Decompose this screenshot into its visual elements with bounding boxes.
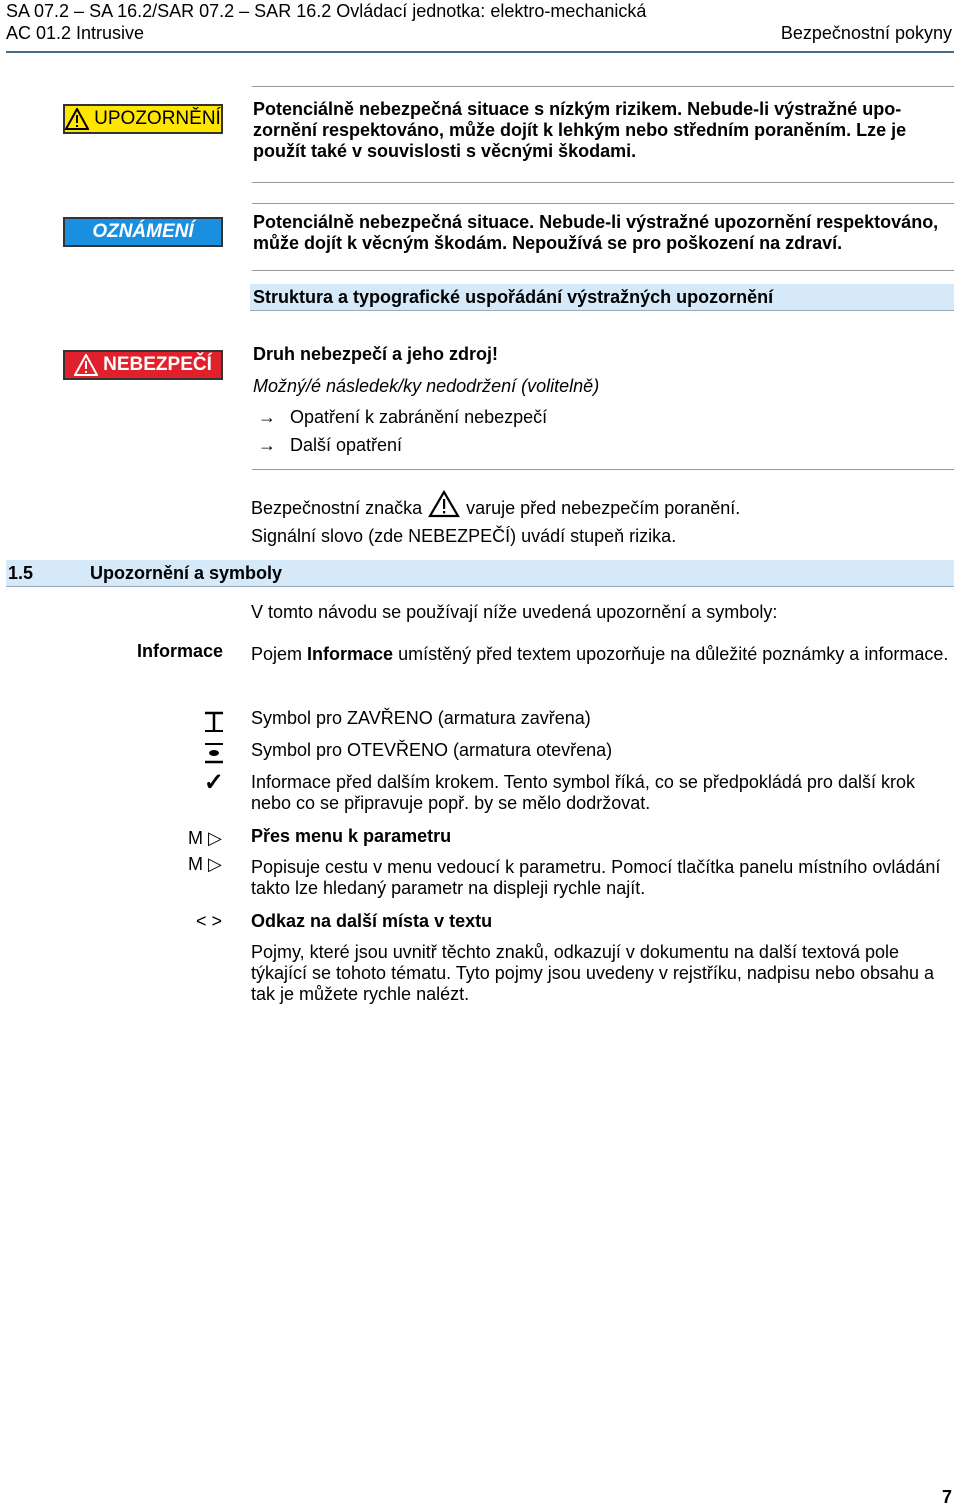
section-intro: V tomto návodu se používají níže uvedená upozornění a symboly: [251,602,778,622]
measure-item-1-label: Opatření k zabránění nebezpečí [290,407,548,427]
safety-sign-explanation [251,494,740,522]
header-title-line1: SA 07.2 – SA 16.2/SAR 07.2 – SAR 16.2 Ovládací jednotka: elektro-mechanická [6,1,647,21]
safety-sign-text: varuje před nebezpečím poranění. [466,497,741,518]
measure-item-2 [258,435,402,456]
symbol-open-text: Symbol pro OTEVŘENO (armatura otevřena) [251,740,613,760]
warning-badge-label: UPOZORNĚNÍ [94,108,221,129]
warning-bottom-rule [252,182,954,183]
arrow-right-icon: → [258,435,276,455]
notice-bottom-rule [252,270,954,271]
consequence-line: Možný/é následek/ky nedodržení (volitelně) [253,376,600,396]
valve-closed-icon [203,711,225,733]
section-title: Upozornění a symboly [90,563,283,583]
header-rule [6,51,954,53]
menu-icon-1: M ▷ [188,828,222,848]
signal-word-explanation: Signální slovo (zde NEBEZPEČÍ) uvádí stupeň rizika. [251,526,677,546]
menu-title: Přes menu k parametru [251,826,452,846]
warning-triangle-icon [65,108,89,130]
notice-text: Potenciálně nebezpečná situace. Nebude-li výstražné upozornění respektováno, může dojít k věcným škodám. Nepoužívá se pro poškození na zdraví. [253,212,939,253]
check-icon: ✓ [203,769,224,796]
notice-badge [63,217,223,247]
warning-text: Potenciálně nebezpečná situace s nízkým rizikem. Nebude-li výstražné upozornění respektováno, může dojít k lehkým nebo středním poraněním. Lze je použít také v souvislosti s věcnými škodami. [253,99,907,161]
notice-badge-label: OZNÁMENÍ [92,221,194,242]
measure-item-1 [258,407,547,428]
reference-brackets-icon: < > [196,911,223,931]
info-text-bold: Informace [307,644,394,664]
notice-top-rule [252,203,954,204]
warning-badge [63,104,223,134]
reference-title: Odkaz na další místa v textu [251,911,493,931]
menu-text: Popisuje cestu v menu vedoucí k parametru. Pomocí tlačítka panelu místního ovládání takto lze hledaný parametr na displeji rychle najít. [251,857,941,898]
structure-bottom-rule [252,469,954,470]
hazard-source-line: Druh nebezpečí a jeho zdroj! [253,344,499,364]
header-title-line2: AC 01.2 Intrusive [6,23,145,43]
arrow-right-icon: → [258,407,276,427]
check-text: Informace před dalším krokem. Tento symbol říká, co se předpokládá pro další krok nebo co se připravuje popř. by se mělo dodržovat. [251,772,915,813]
section-number: 1.5 [8,563,34,583]
valve-open-icon [203,742,225,764]
reference-text: Pojmy, které jsou uvnitř těchto znaků, odkazují v dokumentu na další textová pole týkající se tohoto tématu. Tyto pojmy jsou uvedeny v rejstříku, nadpisu nebo obsahu a tak je můžete rychle nalézt. [251,942,935,1004]
warning-top-rule [252,86,954,87]
warning-triangle-icon [74,354,98,376]
danger-badge-label: NEBEZPEČÍ [103,354,212,375]
warning-triangle-icon [428,490,460,518]
info-text-post: umístěný před textem upozorňuje na důležité poznámky a informace. [393,644,949,664]
measure-item-2-label: Další opatření [290,435,403,455]
danger-badge [63,350,223,380]
symbol-closed-text: Symbol pro ZAVŘENO (armatura zavřena) [251,708,591,728]
page-number: 7 [941,1487,952,1507]
header-section-name: Bezpečnostní pokyny [780,23,952,43]
safety-sign-label: Bezpečnostní značka [251,497,423,518]
info-text-pre: Pojem [251,644,308,664]
structure-title: Struktura a typografické uspořádání výstražných upozornění [253,287,774,307]
info-text [251,641,951,668]
info-label: Informace [136,641,223,661]
menu-icon-2: M ▷ [188,854,222,874]
